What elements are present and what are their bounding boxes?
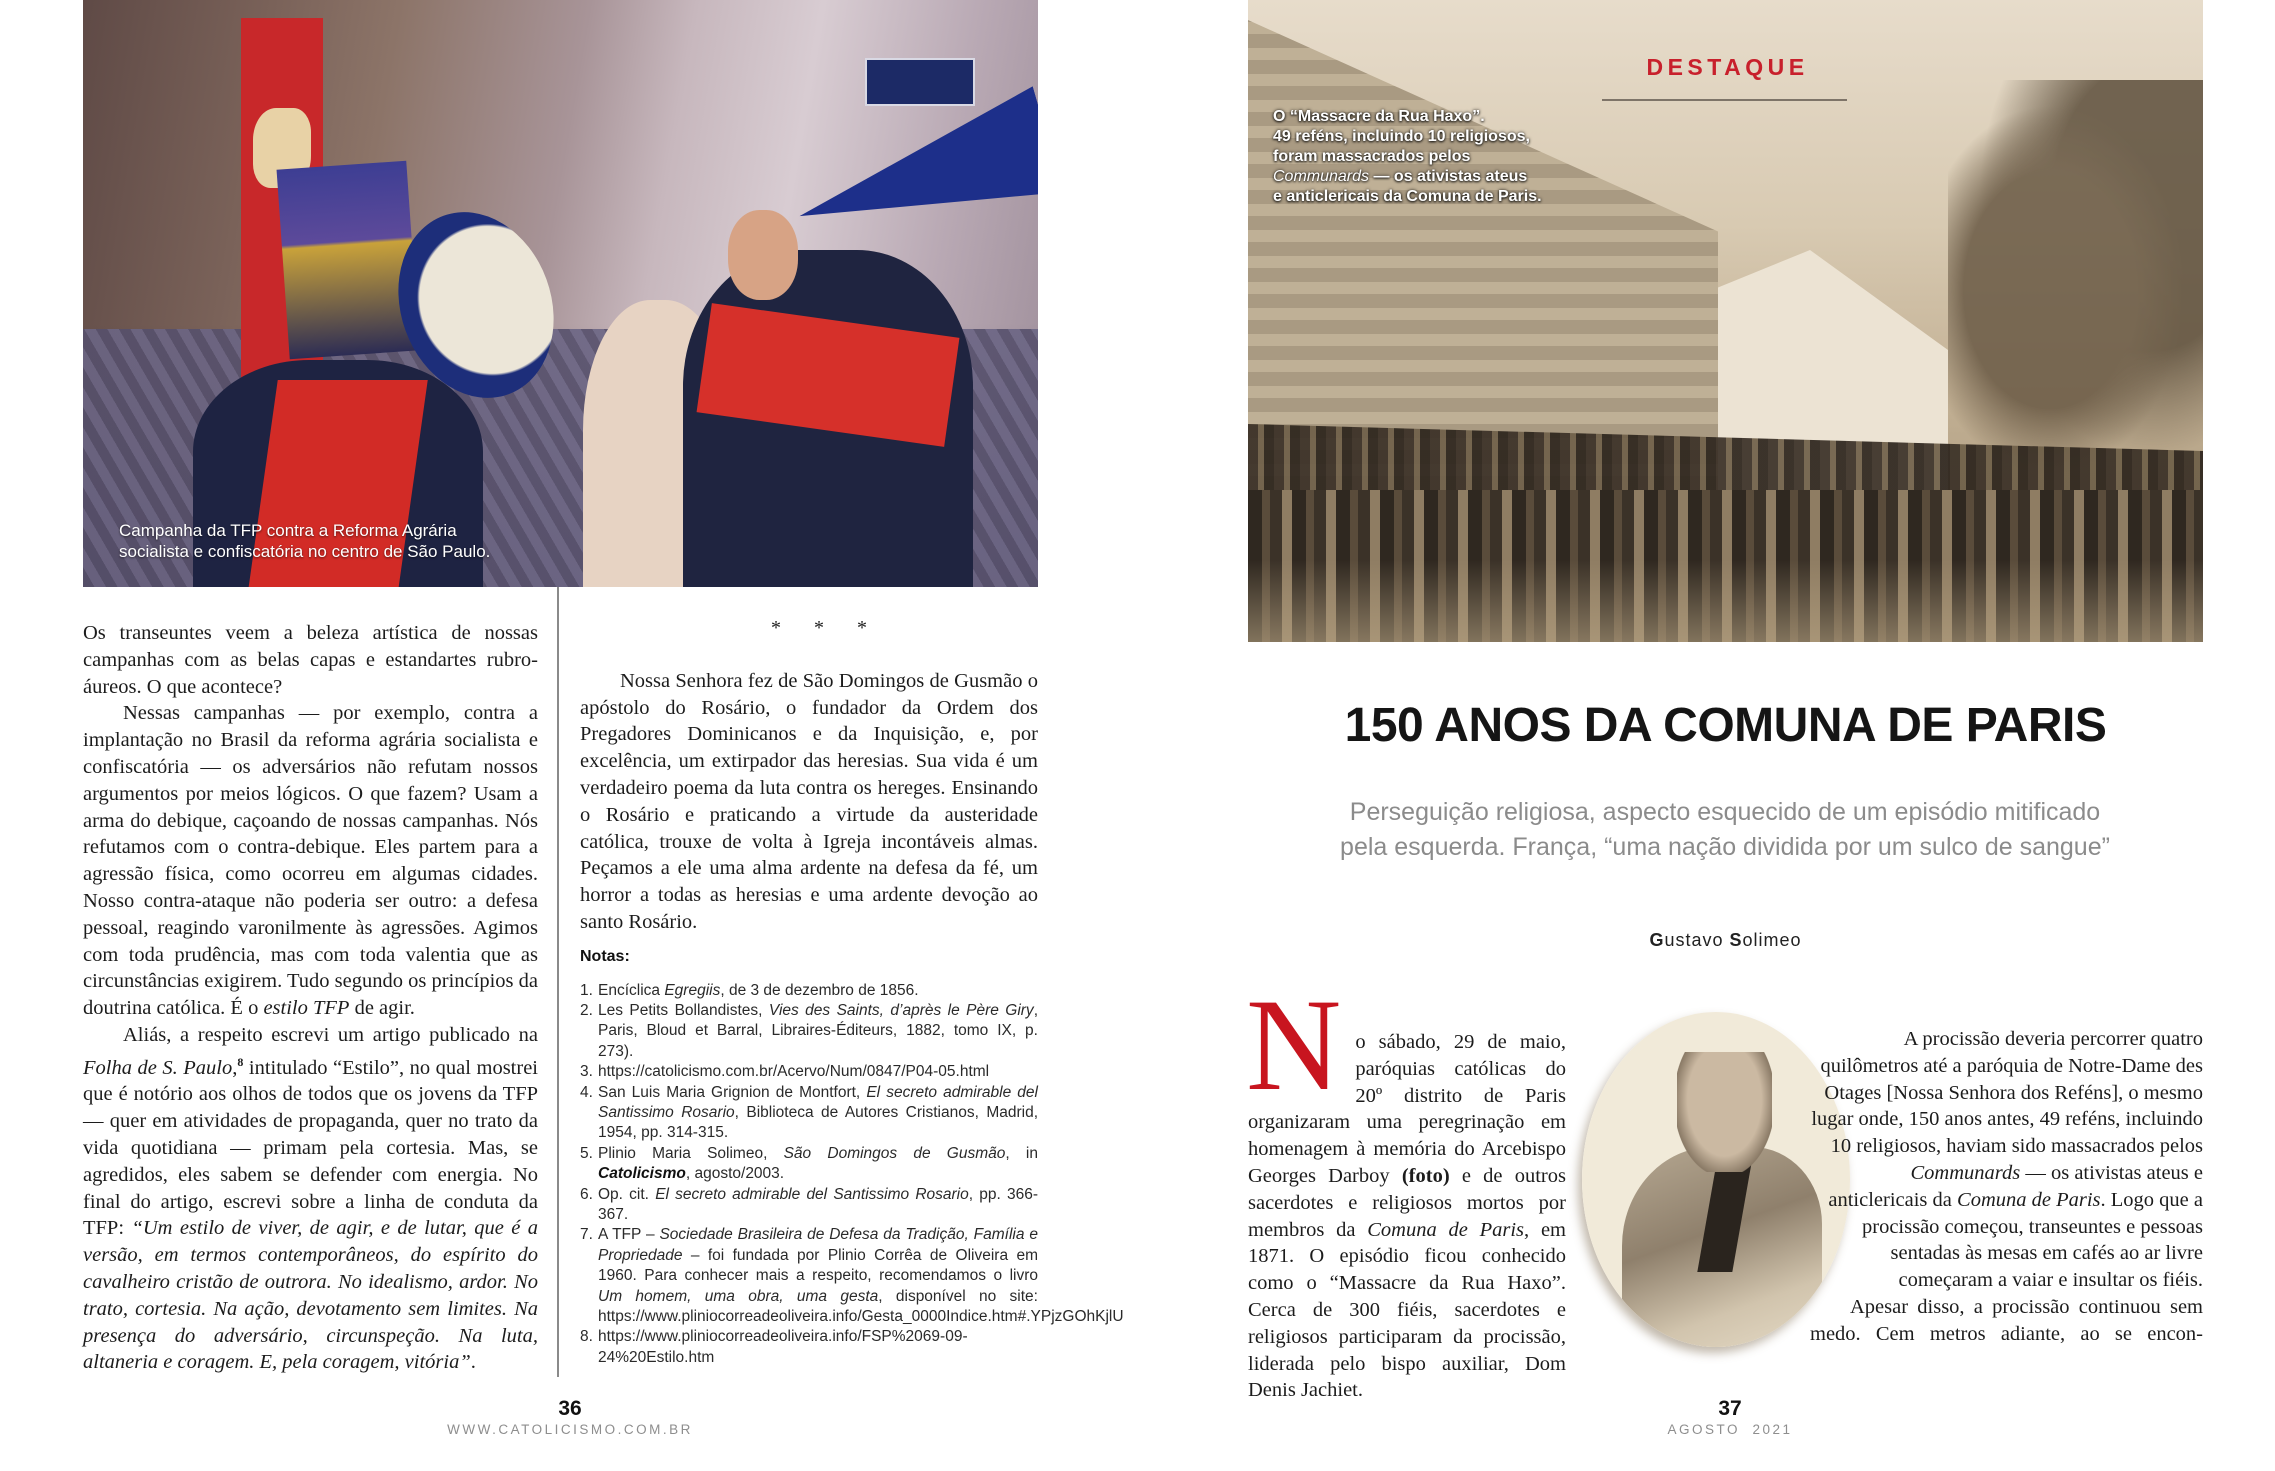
photo-trees: [1948, 80, 2203, 500]
note-italic: Egregiis: [664, 981, 721, 999]
text-run: Aliás, a respeito escrevi um artigo publicado na: [123, 1023, 538, 1046]
text-run: A procissão deveria percorrer quatro quilômetros até a paróquia de Notre-Dame des Otages [Nossa Senhora dos Reféns], o mesmo lugar onde, 150 anos antes, 49 reféns, incluindo 10 religiosos, haviam sido massacrados pelos: [1811, 1028, 2203, 1158]
page-number: 36: [558, 1397, 582, 1420]
note-text: Plinio Maria Solimeo,: [598, 1144, 784, 1162]
text-run: .: [470, 1351, 476, 1374]
caption-line: e anticlericais da Comuna de Paris.: [1273, 188, 1542, 205]
campaign-photo: [83, 0, 1038, 587]
photo-wall: [1248, 20, 1718, 490]
notes-title: Notas:: [580, 947, 630, 965]
note-italic: Sociedade Brasileira de Defesa da Tradição, Família e Propriedade: [598, 1226, 1038, 1264]
note-text: https://catolicismo.com.br/Acervo/Num/0847/P04-05.html: [598, 1063, 990, 1081]
note-number: 8.: [580, 1328, 593, 1346]
note-text: Op. cit.: [598, 1185, 656, 1203]
quote: “Um estilo de viver, de agir, e de lutar, que é a versão, em termos contemporâneos, do espírito do cavalheiro cristão de outrora. No idealismo, ardor. No trato, cortesia. Na ação, devotamento sem limites. Na presença do adversário, circunspeção. Na luta, altaneria e coragem. E, pela coragem, vitória”: [83, 1217, 538, 1374]
byline-initial: G: [1649, 930, 1665, 950]
byline-text: olimeo: [1742, 930, 1802, 950]
note-text: , agosto/2003.: [685, 1165, 785, 1183]
note-text: , Biblioteca de Autores Cristianos, Madrid, 1954, pp. 314-315.: [598, 1104, 1039, 1142]
text-run: , em 1871. O episódio ficou conhecido como o “Massacre da Rua Haxo”. Cerca de 300 fiéis, sacerdotes e religiosos participaram da procissão, liderada pelo bispo auxiliar, Dom Denis Jachiet.: [1248, 1218, 1567, 1402]
caption-line: [1273, 167, 1603, 187]
note-text: , de 3 de dezembro de 1856.: [720, 981, 919, 999]
photo-poster: [277, 161, 420, 360]
caption-line: socialista e confiscatória no centro de São Paulo.: [119, 542, 491, 561]
paragraph: Nossa Senhora fez de São Domingos de Gusmão o apóstolo do Rosário, o fundador da Ordem dos Pregadores Dominicanos e da Inquisição, e, por excelência, um extirpador das heresias. Sua vida é um verdadeiro poema da luta contra os hereges. Ensinando o Rosário e praticando a virtude da austeridade católica, trouxe de volta à Igreja incontáveis almas. Peçamos a ele uma alma ardente na defesa da fé, um horror a todas as heresias e uma ardente devoção ao santo Rosário.: [580, 669, 1038, 933]
section-label-rule: [1602, 99, 1847, 101]
section-label: DESTAQUE: [1646, 54, 1809, 80]
standfirst-line: pela esquerda. França, “uma nação dividida por um sulco de sangue”: [1340, 833, 2110, 861]
note-number: 6.: [580, 1185, 593, 1203]
note-text: – foi fundada por Plinio Corrêa de Oliveira em 1960. Para conhecer mais a respeito, recomendamos o livro: [598, 1246, 1038, 1285]
text-run: intitulado “Estilo”, no qual mostrei que é notório aos olhos de todos que os jovens da TFP — quer em atividades de propaganda, quer no trato da vida quotidiana — primam pela cortesia. Mas, se agredidos, eles sabem se defender com energia. No final do artigo, escrevi sobre a linha de conduta da TFP:: [83, 1056, 538, 1240]
folio-left: [420, 1397, 720, 1439]
issue-date: AGOSTO 2021: [1667, 1422, 1793, 1437]
text-run: o sábado, 29 de maio, paróquias católicas do 20º distrito de Paris organizaram uma peregrinação em homenagem à memória do Arcebispo Georges Darboy: [1248, 1031, 1566, 1187]
note-italic: El secreto admirable del Santissimo Rosario: [598, 1083, 1038, 1121]
section-separator: * * *: [771, 617, 867, 639]
folio-right: [1600, 1397, 1860, 1439]
italic-run: Communards: [1910, 1161, 2021, 1184]
photo-caption-right: [1273, 107, 1603, 207]
note-number: 1.: [580, 981, 593, 999]
left-column-2: [580, 615, 1124, 1368]
note-item: [580, 1144, 1038, 1185]
article-standfirst: [1290, 795, 2160, 865]
article-headline: 150 ANOS DA COMUNA DE PARIS: [1344, 699, 2107, 752]
photo-street-sign: [865, 58, 975, 106]
portrait-head: [1677, 1052, 1772, 1172]
bold-run: (foto): [1401, 1164, 1450, 1187]
caption-line: foram massacrados pelos: [1273, 148, 1471, 165]
footnote-ref: 8: [237, 1054, 244, 1069]
italic-run: Communards: [1273, 168, 1370, 185]
note-text: , Paris, Bloud et Barral, Libraires-Éditeurs, 1882, tomo IX, p. 273).: [598, 1001, 1038, 1060]
text-run: e de outros sacerdotes e religiosos mortos por membros da: [1248, 1164, 1566, 1241]
caption-line: O “Massacre da Rua Haxo”.: [1273, 108, 1485, 125]
note-text: , in: [1005, 1144, 1038, 1162]
italic-run: Comuna de Paris: [1367, 1218, 1525, 1241]
text-run: — os ativistas ateus e anticlericais da: [1828, 1161, 2203, 1211]
photo-megaphone-right: [783, 86, 1038, 263]
caption-line: 49 reféns, incluindo 10 religiosos,: [1273, 128, 1530, 145]
note-number: 2.: [580, 1001, 593, 1019]
site-url[interactable]: WWW.CATOLICISMO.COM.BR: [447, 1422, 693, 1437]
author-byline: [1248, 930, 2203, 951]
note-number: 5.: [580, 1144, 593, 1162]
massacre-photo: [1248, 0, 2203, 642]
paragraph: Apesar disso, a procissão continuou sem medo. Cem metros adiante, ao se encon-: [1810, 1295, 2203, 1345]
note-text: Les Petits Bollandistes,: [598, 1001, 769, 1019]
note-item: [580, 1327, 1038, 1368]
note-text: , disponível no site: https://www.pliniocorreadeoliveira.info/Gesta_0000Indice.htm#.YPjzGOhKjlU: [598, 1287, 1124, 1326]
text-run: de agir.: [349, 997, 415, 1020]
column-divider: [557, 587, 559, 1377]
note-item: [580, 1001, 1038, 1062]
paragraph: [1810, 1026, 2203, 1294]
note-text: San Luis Maria Grignion de Montfort,: [598, 1083, 867, 1101]
note-bold: Catolicismo: [598, 1165, 686, 1183]
note-number: 4.: [580, 1083, 593, 1101]
text-run: Nessas campanhas — por exemplo, contra a implantação no Brasil da reforma agrária socialista e confiscatória — os adversários não refutam nossos argumentos por meios lógicos. O que fazem? Usam a arma do debique, caçoando de nossas campanhas. Nós refutamos com o contra-debique. Eles partem para a agressão física, como ocorreu em algumas cidades. Nosso contra-ataque não poderia ser outro: a defesa pessoal, reagindo varonilmente às agressões. Agimos com toda prudência, mas com toda valentia que as circunstâncias exigirem. Tudo segundo os princípios da doutrina católica. É o: [83, 702, 538, 1020]
caption-line: Campanha da TFP contra a Reforma Agrária: [119, 521, 457, 540]
paragraph: Aliás, a respeito escrevi um artigo publicado na Folha de S. Paulo,$^8$ intitulado “Estilo”, no qual mostrei que é notório aos olhos de todos que os jovens da TFP — quer em atividades de propaganda, quer no trato da vida quotidiana — primam pela cortesia. Mas, se agredidos, eles sabem se defender com energia. No final do artigo, escrevi sobre a linha de conduta da TFP: “Um estilo de viver, de agir, e de lutar, que é a versão, em termos contemporâneos, do espírito do cavalheiro cristão de outrora. No idealismo, ardor. No trato, cortesia. Na ação, devotamento sem limites. Na presença do adversário, circunspeção. Na luta, altaneria e coragem. E, pela coragem, vitória”.: [83, 1023, 538, 1374]
note-item: [580, 1225, 1124, 1327]
right-column-1: [1246, 971, 1567, 1404]
paragraph: [83, 700, 538, 1022]
text-run: . Logo que a procissão começou, transeuntes e pessoas sentadas às mesas em cafés ao ar livre começaram a vaiar e insultar os fiéis.: [1862, 1188, 2203, 1292]
note-italic: Um homem, uma obra, uma gesta: [598, 1287, 879, 1305]
note-text: Encíclica: [598, 981, 665, 999]
note-italic: São Domingos de Gusmão: [783, 1144, 1006, 1162]
note-italic: El secreto admirable del Santissimo Rosario: [655, 1185, 969, 1203]
note-italic: Vies des Saints, d’après le Père Giry: [768, 1001, 1034, 1019]
text-run: — os ativistas ateus: [1369, 168, 1528, 185]
note-number: 7.: [580, 1226, 593, 1244]
page-number: 37: [1718, 1397, 1742, 1420]
byline-initial: S: [1729, 930, 1743, 950]
byline-text: ustavo: [1664, 930, 1724, 950]
note-item: [580, 1062, 1038, 1082]
italic-run: estilo TFP: [263, 997, 350, 1020]
note-item: [580, 1083, 1038, 1144]
italic-run: Folha de S. Paulo: [83, 1056, 233, 1079]
right-column-2: [1810, 1026, 2203, 1348]
note-text: https://www.pliniocorreadeoliveira.info/FSP%2069-09-24%20Estilo.htm: [598, 1328, 968, 1366]
photo-ground: [1248, 560, 2203, 642]
note-item: [580, 1185, 1038, 1226]
photo-caption-left: [119, 520, 579, 562]
note-text: A TFP –: [598, 1226, 660, 1244]
note-text: , pp. 366-367.: [598, 1185, 1038, 1224]
drop-cap: N: [1246, 971, 1342, 1118]
note-number: 3.: [580, 1063, 593, 1081]
photo-face-right: [728, 210, 798, 300]
left-column-1: [83, 620, 538, 1376]
italic-run: Comuna de Paris: [1957, 1188, 2101, 1211]
notes-list: [580, 981, 1124, 1369]
standfirst-line: Perseguição religiosa, aspecto esquecido de um episódio mitificado: [1349, 798, 2101, 826]
paragraph: Os transeuntes veem a beleza artística de nossas campanhas com as belas capas e estandartes rubro-áureos. O que acontece?: [83, 622, 538, 698]
note-item: [580, 981, 1038, 1001]
